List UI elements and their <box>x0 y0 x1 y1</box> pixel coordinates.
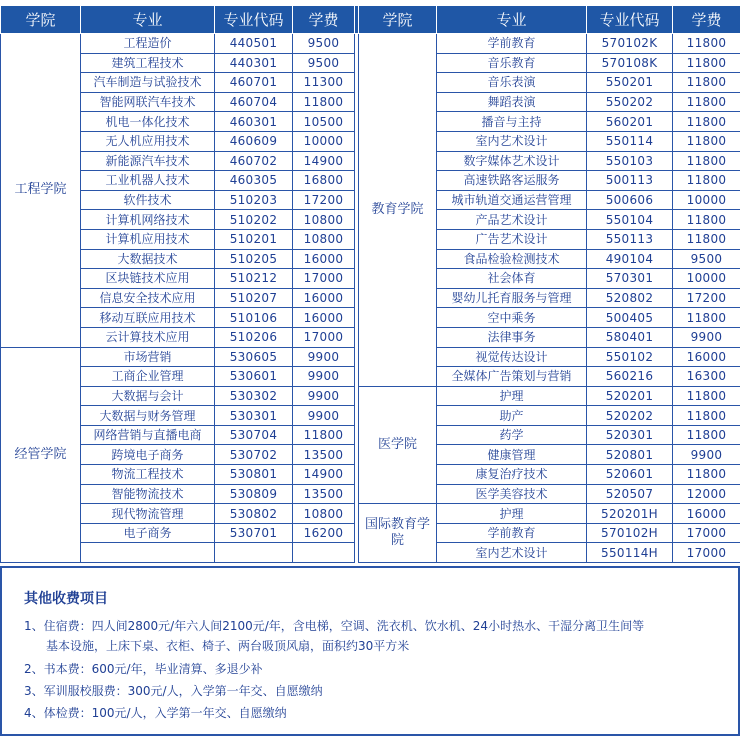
code-cell: 460301 <box>215 112 293 132</box>
major-cell: 网络营销与直播电商 <box>81 425 215 445</box>
code-cell: 520802 <box>587 288 673 308</box>
fee-cell: 11800 <box>673 425 740 445</box>
major-cell: 电子商务 <box>81 523 215 543</box>
fee-cell: 17000 <box>673 543 740 563</box>
fee-cell: 16000 <box>673 504 740 524</box>
fee-cell: 11800 <box>673 171 740 191</box>
other-fee-item: 基本设施，上床下桌、衣柜、椅子、两台吸顶风扇，面积约30平方米 <box>46 639 410 653</box>
major-cell: 法律事务 <box>437 327 587 347</box>
major-cell: 护理 <box>437 504 587 524</box>
major-cell: 社会体育 <box>437 269 587 289</box>
fee-cell: 9900 <box>673 445 740 465</box>
code-cell: 570102H <box>587 523 673 543</box>
major-cell: 工程造价 <box>81 34 215 54</box>
fee-cell: 10800 <box>293 210 355 230</box>
major-cell <box>81 543 215 563</box>
fee-cell: 16000 <box>673 347 740 367</box>
major-cell: 大数据与财务管理 <box>81 406 215 426</box>
code-cell: 530801 <box>215 465 293 485</box>
major-cell: 视觉传达设计 <box>437 347 587 367</box>
header-college-right: 学院 <box>359 6 437 34</box>
fee-cell: 9900 <box>293 367 355 387</box>
header-college-left: 学院 <box>1 6 81 34</box>
fee-cell: 12000 <box>673 484 740 504</box>
tuition-table <box>0 5 740 563</box>
column-gap <box>355 406 359 426</box>
code-cell: 440501 <box>215 34 293 54</box>
fee-cell: 11800 <box>673 465 740 485</box>
code-cell: 510201 <box>215 229 293 249</box>
fee-cell: 11800 <box>673 53 740 73</box>
code-cell: 550103 <box>587 151 673 171</box>
major-cell: 区块链技术应用 <box>81 269 215 289</box>
major-cell: 云计算技术应用 <box>81 327 215 347</box>
column-gap <box>355 53 359 73</box>
other-fees-panel <box>0 566 740 736</box>
fee-cell: 10000 <box>673 269 740 289</box>
college-cell-left: 工程学院 <box>1 34 81 348</box>
code-cell: 520201 <box>587 386 673 406</box>
code-cell: 520202 <box>587 406 673 426</box>
fee-cell: 11800 <box>673 210 740 230</box>
major-cell: 助产 <box>437 406 587 426</box>
major-cell: 空中乘务 <box>437 308 587 328</box>
code-cell: 550104 <box>587 210 673 230</box>
header-code-left: 专业代码 <box>215 6 293 34</box>
major-cell: 学前教育 <box>437 34 587 54</box>
major-cell: 音乐表演 <box>437 73 587 93</box>
fee-cell: 17000 <box>293 327 355 347</box>
table-header-row <box>1 6 740 34</box>
fee-cell: 16000 <box>293 249 355 269</box>
code-cell: 460701 <box>215 73 293 93</box>
major-cell: 无人机应用技术 <box>81 131 215 151</box>
other-fee-item: 4、体检费：100元/人，入学第一年交、自愿缴纳 <box>24 706 287 720</box>
major-cell: 物流工程技术 <box>81 465 215 485</box>
fee-cell: 9900 <box>293 406 355 426</box>
code-cell: 530301 <box>215 406 293 426</box>
header-fee-right: 学费 <box>673 6 740 34</box>
college-cell-right: 医学院 <box>359 386 437 504</box>
fee-cell: 11300 <box>293 73 355 93</box>
fee-cell: 14900 <box>293 151 355 171</box>
code-cell: 530809 <box>215 484 293 504</box>
major-cell: 数字媒体艺术设计 <box>437 151 587 171</box>
code-cell: 510206 <box>215 327 293 347</box>
code-cell: 550202 <box>587 92 673 112</box>
major-cell: 广告艺术设计 <box>437 229 587 249</box>
major-cell: 健康管理 <box>437 445 587 465</box>
code-cell: 530601 <box>215 367 293 387</box>
other-fee-item: 1、住宿费：四人间2800元/年六人间2100元/年，含电梯，空调、洗衣机、饮水机、24小时热水、干湿分离卫生间等 <box>24 619 645 633</box>
fee-cell: 11800 <box>673 406 740 426</box>
other-fee-item: 2、书本费：600元/年，毕业清算、多退少补 <box>24 662 263 676</box>
major-cell: 食品检验检测技术 <box>437 249 587 269</box>
fee-cell: 11800 <box>673 34 740 54</box>
code-cell: 500405 <box>587 308 673 328</box>
major-cell: 婴幼儿托育服务与管理 <box>437 288 587 308</box>
code-cell: 580401 <box>587 327 673 347</box>
column-gap <box>355 543 359 563</box>
fee-cell: 16000 <box>293 288 355 308</box>
major-cell: 大数据技术 <box>81 249 215 269</box>
major-cell: 学前教育 <box>437 523 587 543</box>
column-gap <box>355 347 359 367</box>
header-code-right: 专业代码 <box>587 6 673 34</box>
code-cell: 530704 <box>215 425 293 445</box>
code-cell: 520301 <box>587 425 673 445</box>
column-gap <box>355 327 359 347</box>
fee-cell: 10800 <box>293 229 355 249</box>
major-cell: 高速铁路客运服务 <box>437 171 587 191</box>
major-cell: 全媒体广告策划与营销 <box>437 367 587 387</box>
fee-cell: 13500 <box>293 484 355 504</box>
college-cell-left: 经管学院 <box>1 347 81 563</box>
code-cell: 560216 <box>587 367 673 387</box>
fee-cell: 11800 <box>293 92 355 112</box>
major-cell: 医学美容技术 <box>437 484 587 504</box>
code-cell: 530605 <box>215 347 293 367</box>
major-cell: 室内艺术设计 <box>437 543 587 563</box>
college-cell-right: 国际教育学院 <box>359 504 437 563</box>
column-gap <box>355 73 359 93</box>
code-cell: 550102 <box>587 347 673 367</box>
table-body <box>1 34 740 563</box>
major-cell: 音乐教育 <box>437 53 587 73</box>
column-gap <box>355 425 359 445</box>
code-cell: 530802 <box>215 504 293 524</box>
code-cell: 510212 <box>215 269 293 289</box>
code-cell: 510202 <box>215 210 293 230</box>
major-cell: 播音与主持 <box>437 112 587 132</box>
fee-cell: 11800 <box>673 308 740 328</box>
code-cell: 520507 <box>587 484 673 504</box>
code-cell: 570102K <box>587 34 673 54</box>
major-cell: 护理 <box>437 386 587 406</box>
fee-cell: 16200 <box>293 523 355 543</box>
major-cell: 建筑工程技术 <box>81 53 215 73</box>
code-cell: 510106 <box>215 308 293 328</box>
fee-cell: 9500 <box>293 53 355 73</box>
code-cell: 500113 <box>587 171 673 191</box>
major-cell: 软件技术 <box>81 190 215 210</box>
fee-cell: 11800 <box>673 73 740 93</box>
code-cell: 530302 <box>215 386 293 406</box>
fee-cell: 10000 <box>673 190 740 210</box>
major-cell: 智能网联汽车技术 <box>81 92 215 112</box>
code-cell: 550114H <box>587 543 673 563</box>
column-gap <box>355 112 359 132</box>
major-cell: 计算机网络技术 <box>81 210 215 230</box>
fee-cell: 14900 <box>293 465 355 485</box>
fee-cell: 10500 <box>293 112 355 132</box>
fee-cell <box>293 543 355 563</box>
major-cell: 市场营销 <box>81 347 215 367</box>
fee-cell: 11800 <box>673 229 740 249</box>
major-cell: 移动互联应用技术 <box>81 308 215 328</box>
fee-cell: 16300 <box>673 367 740 387</box>
code-cell: 510205 <box>215 249 293 269</box>
column-gap <box>355 523 359 543</box>
column-gap <box>355 190 359 210</box>
fee-cell: 9500 <box>673 249 740 269</box>
fee-cell: 11800 <box>673 92 740 112</box>
fee-cell: 10000 <box>293 131 355 151</box>
code-cell: 530701 <box>215 523 293 543</box>
code-cell: 510203 <box>215 190 293 210</box>
major-cell: 城市轨道交通运营管理 <box>437 190 587 210</box>
major-cell: 现代物流管理 <box>81 504 215 524</box>
fee-cell: 9900 <box>293 347 355 367</box>
code-cell: 560201 <box>587 112 673 132</box>
major-cell: 智能物流技术 <box>81 484 215 504</box>
fee-cell: 9900 <box>293 386 355 406</box>
other-fee-item: 3、军训服校服费：300元/人，入学第一年交、自愿缴纳 <box>24 684 323 698</box>
column-gap <box>355 269 359 289</box>
major-cell: 新能源汽车技术 <box>81 151 215 171</box>
column-gap <box>355 249 359 269</box>
major-cell: 信息安全技术应用 <box>81 288 215 308</box>
major-cell: 药学 <box>437 425 587 445</box>
major-cell: 计算机应用技术 <box>81 229 215 249</box>
code-cell: 520201H <box>587 504 673 524</box>
major-cell: 工商企业管理 <box>81 367 215 387</box>
code-cell: 530702 <box>215 445 293 465</box>
column-gap <box>355 484 359 504</box>
fee-cell: 11800 <box>673 112 740 132</box>
header-fee-left: 学费 <box>293 6 355 34</box>
code-cell: 550201 <box>587 73 673 93</box>
code-cell: 510207 <box>215 288 293 308</box>
table-row <box>1 34 740 54</box>
fee-cell: 10800 <box>293 504 355 524</box>
column-gap <box>355 171 359 191</box>
code-cell: 460702 <box>215 151 293 171</box>
column-gap <box>355 308 359 328</box>
code-cell <box>215 543 293 563</box>
code-cell: 570108K <box>587 53 673 73</box>
code-cell: 460305 <box>215 171 293 191</box>
fee-cell: 13500 <box>293 445 355 465</box>
code-cell: 490104 <box>587 249 673 269</box>
fee-cell: 11800 <box>673 131 740 151</box>
column-gap <box>355 229 359 249</box>
column-gap <box>355 288 359 308</box>
major-cell: 舞蹈表演 <box>437 92 587 112</box>
column-gap <box>355 210 359 230</box>
fee-cell: 17000 <box>673 523 740 543</box>
code-cell: 460704 <box>215 92 293 112</box>
fee-cell: 16000 <box>293 308 355 328</box>
fee-cell: 11800 <box>293 425 355 445</box>
major-cell: 机电一体化技术 <box>81 112 215 132</box>
fee-cell: 9500 <box>293 34 355 54</box>
major-cell: 康复治疗技术 <box>437 465 587 485</box>
header-major-left: 专业 <box>81 6 215 34</box>
code-cell: 500606 <box>587 190 673 210</box>
college-cell-right: 教育学院 <box>359 34 437 387</box>
code-cell: 520801 <box>587 445 673 465</box>
fee-cell: 17000 <box>293 269 355 289</box>
fee-cell: 9900 <box>673 327 740 347</box>
fee-cell: 16800 <box>293 171 355 191</box>
major-cell: 产品艺术设计 <box>437 210 587 230</box>
code-cell: 550113 <box>587 229 673 249</box>
code-cell: 460609 <box>215 131 293 151</box>
code-cell: 520601 <box>587 465 673 485</box>
code-cell: 570301 <box>587 269 673 289</box>
column-gap <box>355 92 359 112</box>
other-fees-title: 其他收费项目 <box>24 591 108 607</box>
code-cell: 440301 <box>215 53 293 73</box>
column-gap <box>355 367 359 387</box>
fee-cell: 11800 <box>673 151 740 171</box>
column-gap <box>355 131 359 151</box>
fee-cell: 17200 <box>293 190 355 210</box>
major-cell: 室内艺术设计 <box>437 131 587 151</box>
table-row <box>1 386 740 406</box>
column-gap <box>355 445 359 465</box>
column-gap <box>355 465 359 485</box>
fee-cell: 17200 <box>673 288 740 308</box>
major-cell: 大数据与会计 <box>81 386 215 406</box>
column-gap <box>355 151 359 171</box>
table-row <box>1 504 740 524</box>
header-major-right: 专业 <box>437 6 587 34</box>
major-cell: 跨境电子商务 <box>81 445 215 465</box>
code-cell: 550114 <box>587 131 673 151</box>
fee-cell: 11800 <box>673 386 740 406</box>
major-cell: 汽车制造与试验技术 <box>81 73 215 93</box>
major-cell: 工业机器人技术 <box>81 171 215 191</box>
